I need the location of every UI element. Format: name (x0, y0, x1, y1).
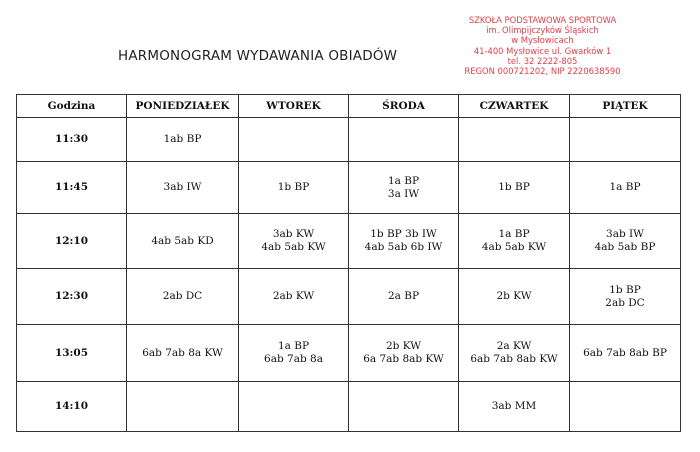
column-header: CZWARTEK (459, 95, 570, 118)
schedule-cell (459, 325, 570, 382)
schedule-cell (459, 162, 570, 214)
class-entry: 3a IW (387, 187, 420, 200)
schedule-cell (349, 269, 459, 325)
schedule-cell (459, 214, 570, 269)
class-entry: 1b BP (609, 283, 641, 296)
class-entry: 1a BP (609, 181, 641, 193)
schedule-cell (349, 325, 459, 382)
stamp-line: w Mysłowicach (511, 35, 574, 46)
schedule-cell (127, 269, 239, 325)
class-entry: 3ab KW (272, 228, 315, 240)
schedule-cell (239, 162, 349, 214)
page-title: HARMONOGRAM WYDAWANIA OBIADÓW (118, 48, 398, 64)
schedule-cell (570, 269, 681, 325)
time-cell: 14:10 (17, 382, 127, 432)
schedule-body (17, 118, 681, 432)
schedule-cell (459, 118, 570, 162)
schedule-cell (570, 214, 681, 269)
schedule-cell (349, 214, 459, 269)
column-header: PIĄTEK (570, 95, 681, 118)
class-entry: 3ab MM (491, 400, 537, 412)
class-entry: 1a BP (387, 174, 420, 187)
table-row (17, 118, 681, 162)
schedule-cell (239, 118, 349, 162)
schedule-cell (459, 382, 570, 432)
class-entry: 6ab 7ab 8a KW (142, 346, 223, 359)
stamp-line: REGON 000721202, NIP 2220638590 (464, 66, 621, 77)
class-entry: 3ab IW (606, 228, 644, 240)
schedule-cell (239, 325, 349, 382)
class-entry: 1b BP 3b IW (370, 228, 437, 240)
class-entry: 6ab 7ab 8ab KW (470, 353, 558, 365)
schedule-cell (459, 269, 570, 325)
class-entry: 1ab BP (163, 133, 202, 145)
table-row (17, 269, 681, 325)
class-entry: 4ab 5ab KW (261, 241, 326, 253)
table-row (17, 325, 681, 382)
class-entry: 4ab 5ab KD (151, 234, 214, 247)
column-header: PONIEDZIAŁEK (127, 95, 239, 118)
class-entry: 2a KW (496, 340, 532, 352)
time-cell: 12:30 (17, 269, 127, 325)
school-stamp (440, 15, 645, 76)
class-entry: 2b KW (496, 290, 532, 302)
class-entry: 4ab 5ab BP (594, 241, 656, 253)
time-cell: 11:45 (17, 162, 127, 214)
schedule-cell (570, 325, 681, 382)
class-entry: 1a BP (277, 340, 310, 352)
class-entry: 2ab DC (162, 290, 203, 302)
class-entry: 4ab 5ab 6b IW (364, 241, 443, 253)
schedule-cell (570, 162, 681, 214)
stamp-line: tel. 32 2222-805 (507, 55, 578, 66)
time-cell: 13:05 (17, 325, 127, 382)
schedule-cell (239, 214, 349, 269)
schedule-cell (127, 382, 239, 432)
class-entry: 2a BP (387, 290, 420, 302)
class-entry: 2ab KW (272, 290, 315, 302)
time-cell: 11:30 (17, 118, 127, 162)
column-header: ŚRODA (349, 95, 459, 118)
schedule-cell (349, 382, 459, 432)
schedule-cell (127, 214, 239, 269)
table-row (17, 382, 681, 432)
column-header: Godzina (17, 95, 127, 118)
class-entry: 1a BP (498, 228, 530, 240)
time-cell: 12:10 (17, 214, 127, 269)
schedule-cell (239, 269, 349, 325)
class-entry: 3ab IW (163, 181, 202, 193)
schedule-cell (127, 325, 239, 382)
class-entry: 1b BP (498, 181, 530, 193)
class-entry: 6ab 7ab 8ab BP (583, 346, 667, 359)
schedule-cell (239, 382, 349, 432)
column-header: WTOREK (239, 95, 349, 118)
schedule-cell (349, 118, 459, 162)
class-entry: 1b BP (277, 181, 310, 193)
schedule-cell (570, 382, 681, 432)
class-entry: 2b KW (385, 340, 421, 352)
table-row (17, 162, 681, 214)
class-entry: 6a 7ab 8ab KW (363, 353, 444, 365)
stamp-line: 41-400 Mysłowice ul. Gwarków 1 (473, 45, 612, 56)
schedule-cell (127, 162, 239, 214)
class-entry: 6ab 7ab 8a (264, 353, 323, 365)
schedule-cell (570, 118, 681, 162)
table-row (17, 214, 681, 269)
schedule-cell (349, 162, 459, 214)
schedule-table (16, 94, 681, 432)
class-entry: 2ab DC (605, 296, 645, 309)
stamp-line: im. Olimpijczyków Śląskich (486, 25, 599, 36)
header-row (17, 95, 681, 118)
schedule-cell (127, 118, 239, 162)
stamp-line: SZKOŁA PODSTAWOWA SPORTOWA (468, 15, 617, 25)
class-entry: 4ab 5ab KW (481, 241, 547, 253)
